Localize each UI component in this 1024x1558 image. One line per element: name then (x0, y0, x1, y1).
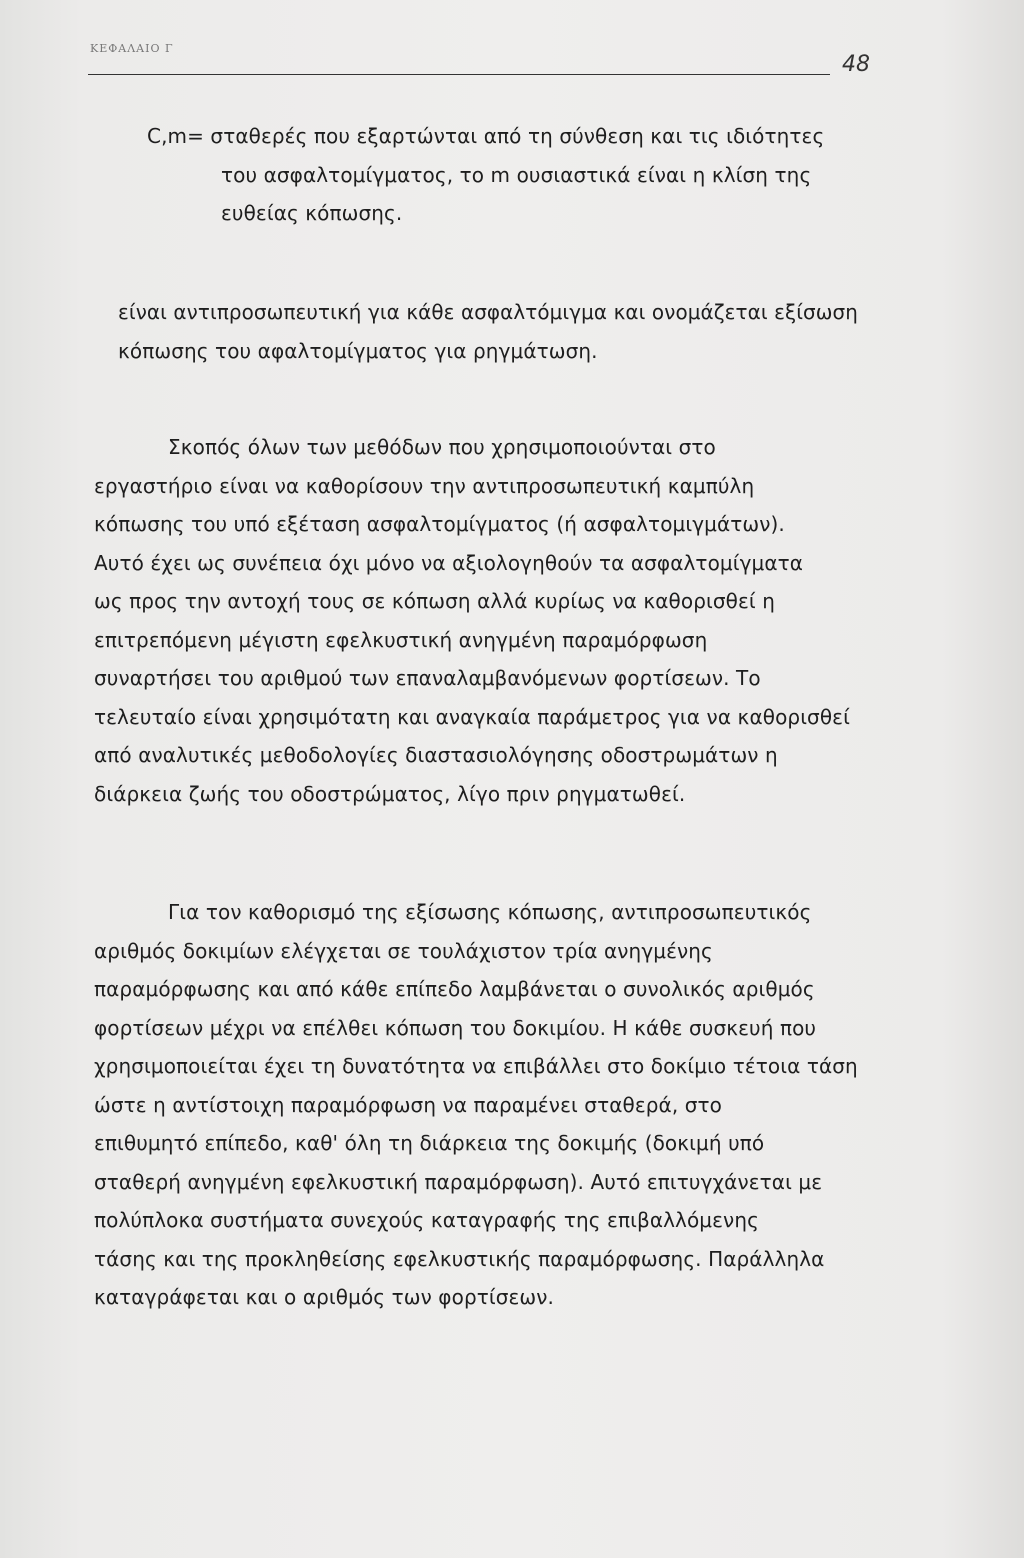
text-line: τελευταίο είναι χρησιμότατη και αναγκαία παράμετρος για να καθορισθεί (94, 704, 850, 729)
text-line: αριθμός δοκιμίων ελέγχεται σε τουλάχιστον τρία ανηγμένης (94, 938, 713, 963)
text-line: τάσης και της προκληθείσης εφελκυστικής παραμόρφωσης. Παράλληλα (94, 1246, 825, 1271)
text-line: ευθείας κόπωσης. (221, 201, 403, 225)
header-rule (88, 74, 830, 75)
text-line: χρησιμοποιείται έχει τη δυνατότητα να επιβάλλει στο δοκίμιο τέτοια τάση (94, 1054, 858, 1078)
text-line: ως προς την αντοχή τους σε κόπωση αλλά κυρίως να καθορισθεί η (94, 589, 775, 613)
text-line: πολύπλοκα συστήματα συνεχούς καταγραφής της επιβαλλόμενης (94, 1208, 759, 1232)
text-line: σταθερή ανηγμένη εφελκυστική παραμόρφωση). Αυτό επιτυγχάνεται με (94, 1169, 823, 1194)
text-line: κόπωσης του υπό εξέταση ασφαλτομίγματος (ή ασφαλτομιγμάτων). (94, 512, 785, 536)
text-line: είναι αντιπροσωπευτική για κάθε ασφαλτόμιγμα και ονομάζεται εξίσωση (118, 300, 858, 324)
text-line: επιτρεπόμενη μέγιστη εφελκυστική ανηγμένη παραμόρφωση (94, 627, 708, 652)
text-line: παραμόρφωσης και από κάθε επίπεδο λαμβάνεται ο συνολικός αριθμός (94, 977, 815, 1001)
text-line: κόπωσης του αφαλτομίγματος για ρηγμάτωση. (118, 338, 598, 363)
paragraph-procedure (94, 893, 864, 1317)
paragraph-definition (147, 117, 847, 233)
text-line: επιθυμητό επίπεδο, καθ' όλη τη διάρκεια της δοκιμής (δοκιμή υπό (94, 1131, 765, 1155)
page-number: 48 (842, 52, 870, 77)
paragraph-representative (118, 293, 858, 370)
text-line: C,m= σταθερές που εξαρτώνται από τη σύνθεση και τις ιδιότητες (147, 124, 825, 148)
text-line: εργαστήριο είναι να καθορίσουν την αντιπροσωπευτική καμπύλη (94, 473, 755, 498)
text-line: του ασφαλτομίγματος, το m ουσιαστικά είναι η κλίση της (221, 162, 812, 187)
paragraph-purpose (94, 428, 859, 813)
text-line: Για τον καθορισμό της εξίσωσης κόπωσης, αντιπροσωπευτικός (168, 900, 812, 924)
text-line: Σκοπός όλων των μεθόδων που χρησιμοποιούνται στο (168, 435, 716, 459)
running-header: ΚΕΦΑΛΑΙΟ Γ (90, 42, 174, 55)
text-line: φορτίσεων μέχρι να επέλθει κόπωση του δοκιμίου. Η κάθε συσκευή που (94, 1015, 817, 1040)
text-line: διάρκεια ζωής του οδοστρώματος, λίγο πριν ρηγματωθεί. (94, 781, 686, 806)
text-line: από αναλυτικές μεθοδολογίες διαστασιολόγησης οδοστρωμάτων η (94, 743, 778, 767)
text-line: ώστε η αντίστοιχη παραμόρφωση να παραμένει σταθερά, στο (94, 1092, 722, 1117)
text-line: συναρτήσει του αριθμού των επαναλαμβανόμενων φορτίσεων. Το (94, 666, 761, 690)
text-line: Αυτό έχει ως συνέπεια όχι μόνο να αξιολογηθούν τα ασφαλτομίγματα (94, 550, 804, 575)
text-line: καταγράφεται και ο αριθμός των φορτίσεων. (94, 1285, 555, 1309)
